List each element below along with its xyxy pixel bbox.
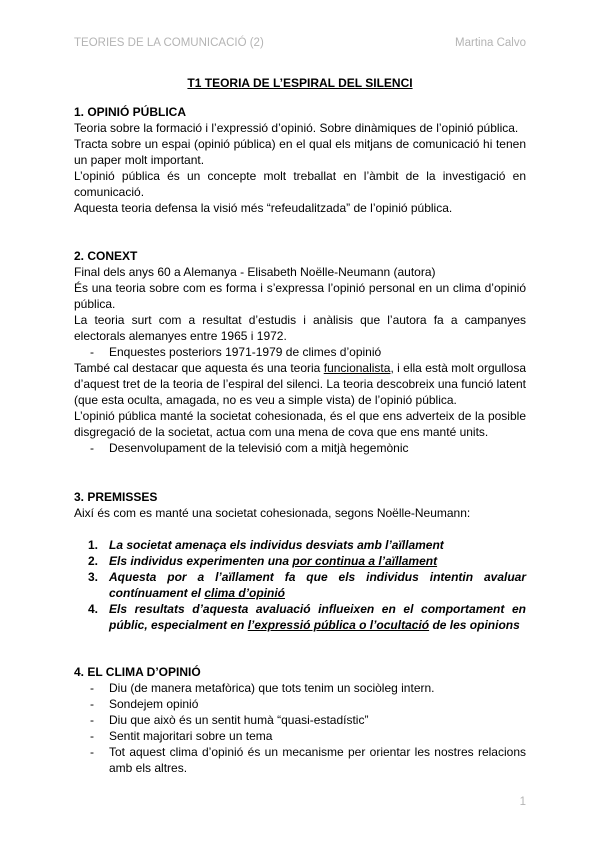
premise-number: 1. [88,538,99,552]
paragraph: Tracta sobre un espai (opinió pública) en el qual els mitjans de comunicació hi tenen un paper molt important. [74,137,526,167]
premise-number: 3. [88,570,99,584]
section-premisses [74,489,526,633]
dash-item: - Desenvolupament de la televisió com a mitjà hegemònic [74,440,526,456]
underlined-term: clima d’opinió [204,586,286,600]
header-author: Martina Calvo [455,37,526,49]
premise-number: 4. [88,602,99,616]
dash-item: - Diu que això és un sentit humà “quasi-estadístic” [74,712,526,728]
paragraph: L’opinió pública és un concepte molt treballat en l’àmbit de la investigació en comunicació. [74,169,526,199]
text-run: També cal destacar que aquesta és una teoria [74,361,324,375]
text-run: Els resultats d’aquesta avaluació influeixen en el comportament en públic, especialment en [109,602,526,632]
section-heading: 2. CONEXT [74,249,138,263]
text-run: Aquesta por a l’aïllament fa que els individus intentin avaluar contínuament el [109,570,526,600]
underlined-term: por continua a l’aïllament [292,554,438,568]
text-run: de les opinions [429,618,520,632]
page-number: 1 [519,796,526,808]
paragraph: Així és com es manté una societat cohesionada, segons Noëlle-Neumann: [74,506,471,520]
paragraph: L’opinió pública manté la societat cohesionada, és el que ens adverteix de la posible disgregació de la societat, actua com una mena de cova que ens manté units. [74,409,526,439]
premise-item [74,537,526,553]
dash-item: - Enquestes posteriors 1971-1979 de climes d’opinió [74,344,526,360]
premises-list [74,537,526,633]
paragraph: Final dels anys 60 a Alemanya - Elisabeth Noëlle-Neumann (autora) [74,265,436,279]
dash-item: - Diu (de manera metafòrica) que tots tenim un sociòleg intern. [74,680,526,696]
section-heading: 3. PREMISSES [74,490,158,504]
text-run: La societat amenaça els individus desviats amb l’aïllament [109,538,444,552]
paragraph: És una teoria sobre com es forma i s’expressa l’opinió personal en un clima d’opinió pública. [74,281,526,311]
premise-item [74,569,526,601]
section-heading: 4. EL CLIMA D’OPINIÓ [74,665,201,679]
premise-item [74,601,526,633]
paragraph: La teoria surt com a resultat d’estudis i anàlisis que l’autora fa a campanyes electorals alemanyes entre 1965 i 1972. [74,313,526,343]
paragraph: Aquesta teoria defensa la visió més “refeudalitzada” de l’opinió pública. [74,201,453,215]
header-course: TEORIES DE LA COMUNICACIÓ (2) [74,37,264,49]
dash-item: - Sondejem opinió [74,696,526,712]
text-run: , i ella està molt orgullosa d’aquest tret de la teoria de l’espiral del silenci. La teoria descobreix una funció latent (que esta oculta, amagada, no es veu a simple vista) de l’opinió pública. [74,361,526,407]
section-clima-opinio [74,664,526,776]
underlined-term: l’expressió pública o l’ocultació [247,618,430,632]
section-conext [74,248,526,456]
section-heading: 1. OPINIÓ PÚBLICA [74,105,187,119]
premise-item [74,553,526,569]
paragraph: Teoria sobre la formació i l’expressió d’opinió. Sobre dinàmiques de l’opinió pública. [74,121,519,135]
document-title: T1 TEORIA DE L’ESPIRAL DEL SILENCI [187,76,413,90]
text-run: Els individus experimenten una [109,554,293,568]
paragraph [74,360,526,408]
dash-item: - Sentit majoritari sobre un tema [74,728,526,744]
dash-item: - Tot aquest clima d’opinió és un mecanisme per orientar les nostres relacions amb els altres. [74,744,526,776]
underlined-term: funcionalista [323,361,391,375]
section-opinio-publica [74,104,526,216]
premise-number: 2. [88,554,99,568]
